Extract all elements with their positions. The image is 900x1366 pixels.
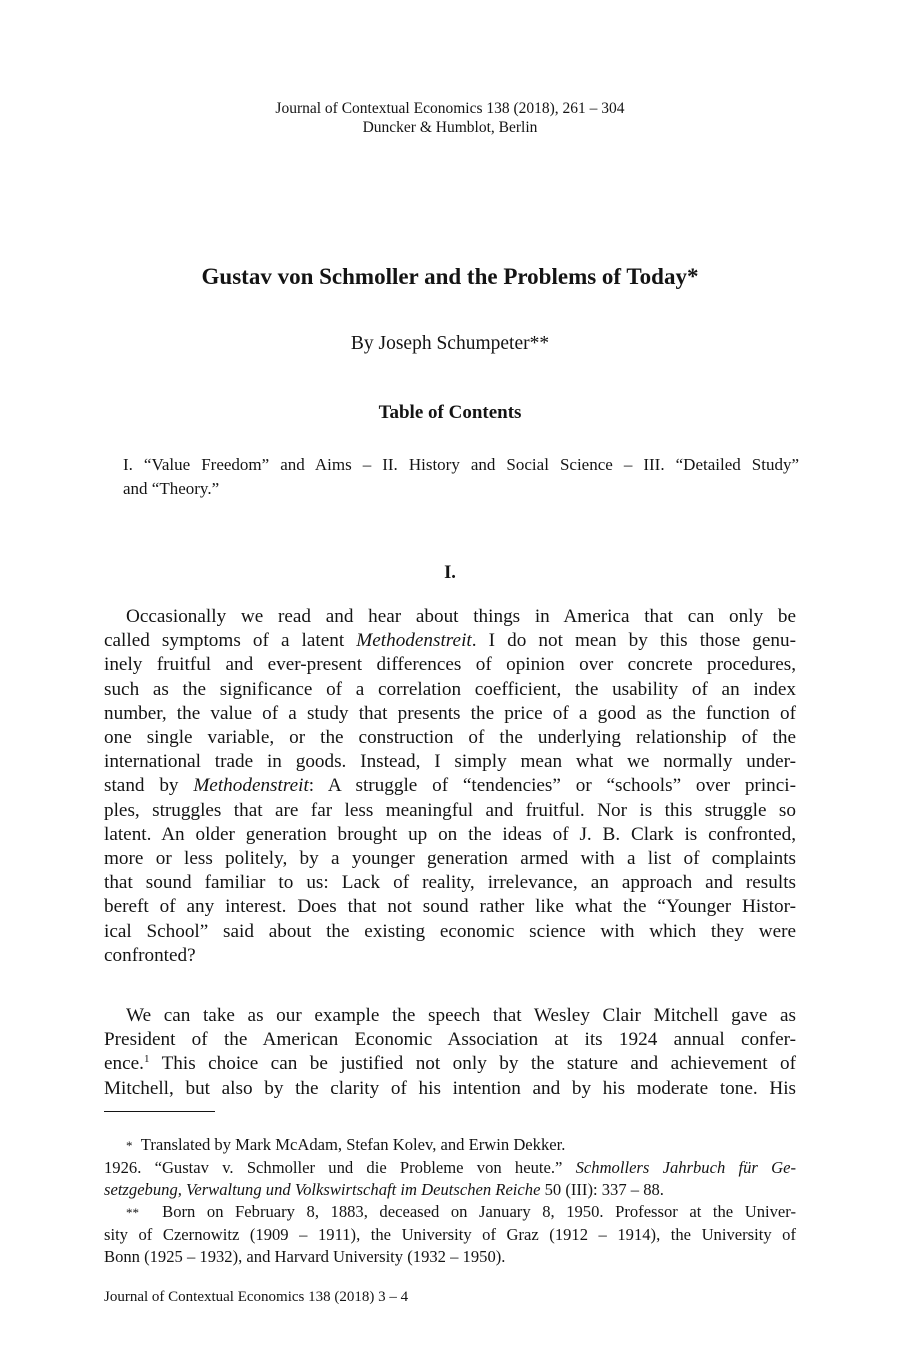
text-span: : A struggle of “tendencies” or “schools” over princi-	[308, 775, 796, 797]
journal-citation: Journal of Contextual Economics 138 (2018), 261 – 304	[275, 100, 625, 117]
text-line	[104, 1052, 796, 1076]
text-line	[104, 1201, 796, 1224]
text-span: stand by	[104, 775, 194, 797]
text-line: Mitchell, but also by the clarity of his intention and by his moderate tone. His	[104, 1077, 796, 1099]
emphasis: Methodenstreit	[193, 775, 309, 797]
text-line: one single variable, or the construction of the underlying relationship of the	[104, 727, 796, 749]
text-line: Occasionally we read and hear about things in America that can only be	[126, 606, 796, 627]
toc-heading: Table of Contents	[378, 402, 522, 423]
text-span: Born on February 8, 1883, deceased on January 8, 1950. Professor at the Univer-	[162, 1202, 797, 1221]
text-line: We can take as our example the speech that Wesley Clair Mitchell gave as	[126, 1005, 796, 1026]
text-line: such as the significance of a correlation coefficient, the usability of an index	[104, 678, 796, 700]
text-line: ples, struggles that are far less meaningful and fruitful. Nor is this struggle so	[104, 799, 796, 821]
footnote-mark: *	[126, 1138, 133, 1153]
author-byline: By Joseph Schumpeter**	[350, 333, 550, 354]
text-span: . I do not mean by this those genu-	[471, 630, 796, 652]
text-line: sity of Czernowitz (1909 – 1911), the University of Graz (1912 – 1914), the University of	[104, 1225, 796, 1244]
text-line: international trade in goods. Instead, I simply mean what we normally under-	[104, 751, 796, 773]
text-line	[104, 1179, 796, 1201]
text-line: Bonn (1925 – 1932), and Harvard University (1932 – 1950).	[104, 1247, 506, 1266]
text-line	[104, 1134, 796, 1157]
footnote-ref[interactable]: 1	[143, 1053, 150, 1066]
publisher-line: Duncker & Humblot, Berlin	[362, 119, 538, 136]
text-span: 50 (III): 337 – 88.	[540, 1180, 664, 1199]
emphasis: Schmollers Jahrbuch für Ge-	[575, 1158, 796, 1177]
text-span: ence.	[104, 1053, 144, 1075]
text-line	[104, 1157, 796, 1179]
toc-entries	[123, 453, 799, 501]
text-line: number, the value of a study that presents the price of a good as the function of	[104, 702, 796, 724]
emphasis: setzgebung, Verwaltung und Volkswirtschaft im Deutschen Reiche	[104, 1180, 541, 1199]
footnote	[104, 1134, 796, 1201]
text-line: inely fruitful and ever-present differences of opinion over concrete procedures,	[104, 654, 796, 676]
footnote-mark: **	[126, 1205, 139, 1220]
text-line: ical School” said about the existing economic science with which they were	[104, 920, 796, 942]
text-span: called symptoms of a latent	[104, 630, 357, 652]
running-header	[0, 99, 900, 137]
toc-line: and “Theory.”	[123, 479, 220, 498]
emphasis: Methodenstreit	[356, 630, 472, 652]
footnote	[104, 1201, 796, 1268]
article-title: Gustav von Schmoller and the Problems of Today*	[201, 264, 699, 289]
text-line: bereft of any interest. Does that not sound rather like what the “Younger Histor-	[104, 896, 796, 918]
text-line: latent. An older generation brought up on the ideas of J. B. Clark is confronted,	[104, 823, 796, 845]
text-span: This choice can be justified not only by the stature and achievement of	[149, 1053, 796, 1075]
paragraph	[104, 605, 796, 968]
text-line	[104, 774, 796, 798]
text-line: confronted?	[104, 944, 196, 966]
section-heading: I.	[444, 563, 456, 583]
footnote-separator	[104, 1111, 215, 1112]
text-line: that sound familiar to us: Lack of reality, irrelevance, an approach and results	[104, 872, 796, 894]
text-line: President of the American Economic Association at its 1924 annual confer-	[104, 1029, 796, 1051]
text-span: Translated by Mark McAdam, Stefan Kolev, and Erwin Dekker.	[140, 1135, 566, 1154]
text-span: 1926. “Gustav v. Schmoller und die Probleme von heute.”	[104, 1158, 576, 1177]
page-footer: Journal of Contextual Economics 138 (2018) 3 – 4	[104, 1289, 409, 1305]
toc-line: I. “Value Freedom” and Aims – II. History and Social Science – III. “Detailed Study”	[123, 455, 799, 474]
text-line	[104, 629, 796, 653]
text-line: more or less politely, by a younger generation armed with a list of complaints	[104, 848, 796, 870]
paragraph	[104, 1004, 796, 1101]
